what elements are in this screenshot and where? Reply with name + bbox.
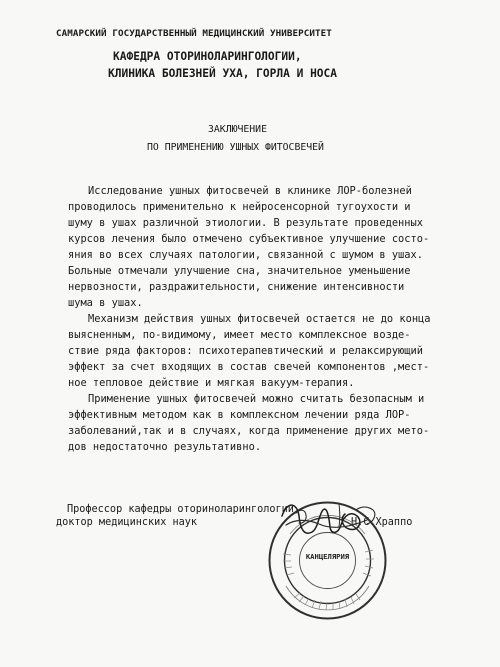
body-line-11: ствие ряда факторов: психотерапевтический и релаксирующий [68, 345, 423, 357]
signature-degree: доктор медицинских наук [56, 517, 198, 528]
body-line-1: Исследование ушных фитосвечей в клинике ЛОР-болезней [88, 185, 412, 197]
department-line-2: КЛИНИКА БОЛЕЗНЕЙ УХА, ГОРЛА И НОСА [108, 67, 338, 80]
body-line-5: яния во всех случаях патологии, связанной с шумом в ушах. [68, 249, 423, 261]
body-line-2: проводилось применительно к нейросенсорной тугоухости и [68, 201, 411, 213]
body-line-12: эффект за счет входящих в состав свечей компонентов ,мест- [68, 361, 430, 373]
body-line-8: шума в ушах. [68, 297, 143, 309]
stamp-label: КАНЦЕЛЯРИЯ [305, 552, 350, 561]
body-line-9: Механизм действия ушных фитосвечей остается не до конца [88, 313, 431, 325]
document-subtitle: ПО ПРИМЕНЕНИЮ УШНЫХ ФИТОСВЕЧЕЙ [147, 142, 324, 153]
body-line-4: курсов лечения было отмечено субъективное улучшение состо- [68, 233, 430, 245]
department-line-1: КАФЕДРА ОТОРИНОЛАРИНГОЛОГИИ, [113, 50, 302, 63]
signature-position: Профессор кафедры оториноларингологии [67, 504, 294, 515]
body-line-16: заболеваний,так и в случаях, когда применение других мето- [68, 425, 430, 437]
body-line-6: Больные отмечали улучшение сна, значительное уменьшение [68, 265, 411, 277]
body-line-15: эффективным методом как в комплексном лечении ряда ЛОР- [68, 409, 411, 421]
handwritten-signature [279, 496, 381, 554]
university-name: САМАРСКИЙ ГОСУДАРСТВЕННЫЙ МЕДИЦИНСКИЙ УНИВЕРСИТЕТ [56, 28, 332, 39]
signature-name: Н.С.Храппо [351, 517, 413, 528]
body-line-10: выясненным, по-видимому, имеет место комплексное возде- [68, 329, 411, 341]
body-line-14: Применение ушных фитосвечей можно считать безопасным и [88, 393, 425, 405]
body-line-3: шуму в ушах различной этиологии. В результате проведенных [68, 217, 423, 229]
body-line-13: ное тепловое действие и мягкая вакуум-терапия. [68, 377, 355, 389]
body-line-7: нервозности, раздражительности, снижение интенсивности [68, 281, 405, 293]
body-line-17: дов недостаточно результативно. [68, 441, 262, 453]
document-title: ЗАКЛЮЧЕНИЕ [208, 124, 267, 135]
